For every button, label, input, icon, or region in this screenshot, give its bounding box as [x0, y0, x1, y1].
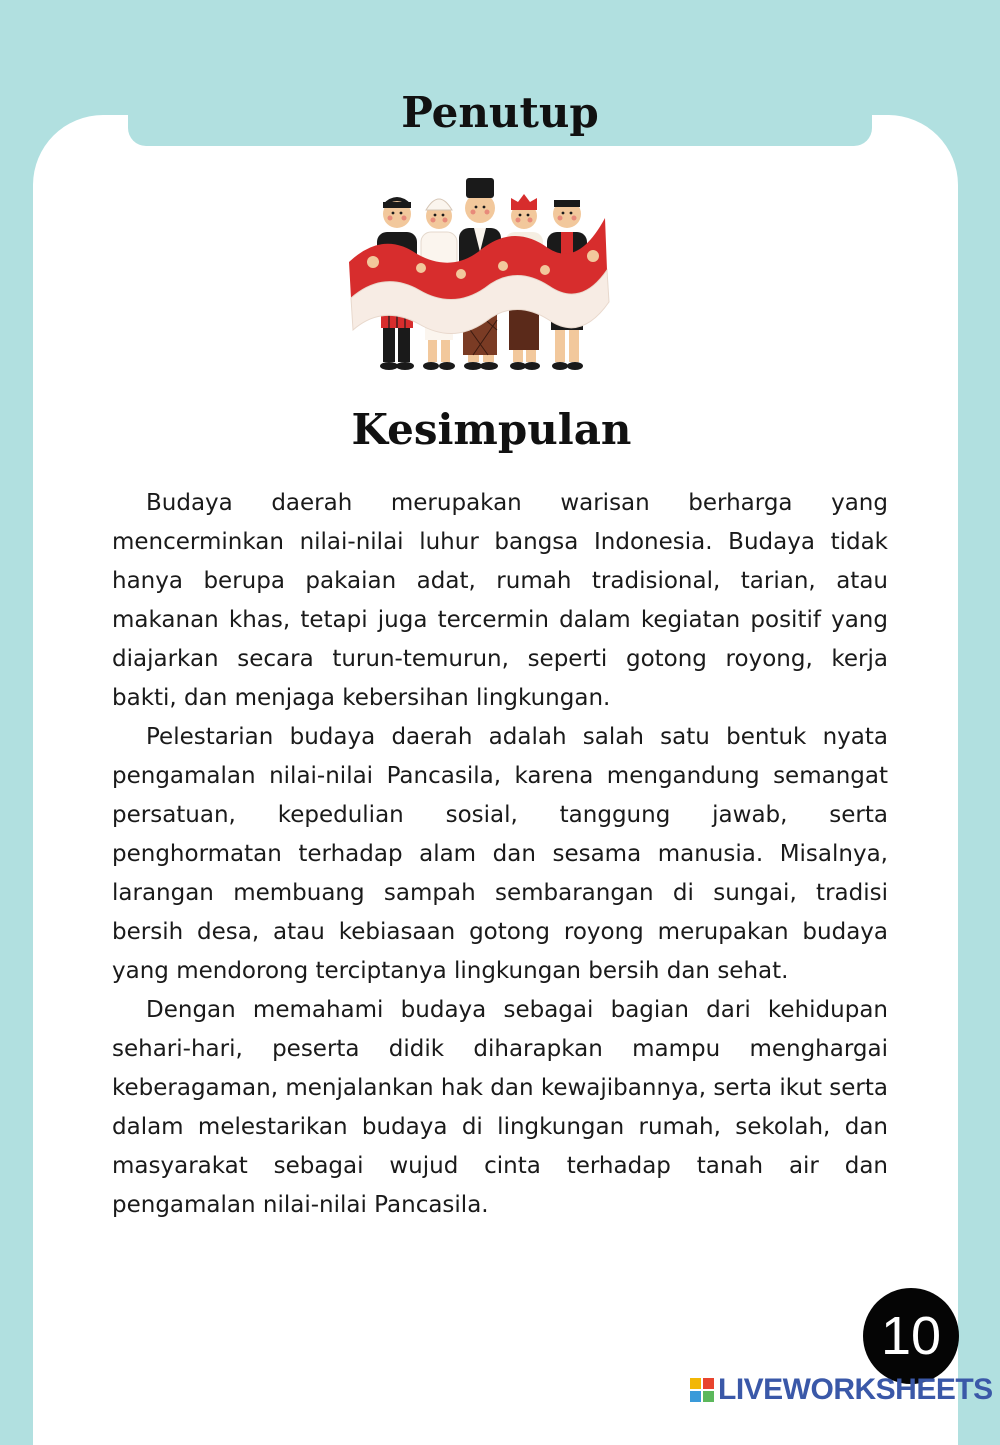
- liveworksheets-logo-icon: [690, 1378, 714, 1402]
- paragraph: Dengan memahami budaya sebagai bagian dari kehidupan sehari-hari, peserta didik diharapkan mampu menghargai keberagaman, menjalankan hak dan kewajibannya, serta ikut serta dalam melestarikan budaya di lingkungan rumah, sekolah, dan masyarakat sebagai wujud cinta terhadap tanah air dan pengamalan nilai-nilai Pancasila.: [112, 997, 888, 1218]
- feet: [380, 362, 583, 370]
- people-holding-flag-illustration: [343, 170, 613, 380]
- page-number: 10: [863, 1288, 959, 1384]
- section-title: Kesimpulan: [351, 405, 632, 454]
- liveworksheets-watermark: [690, 1373, 993, 1406]
- heads: [383, 193, 581, 229]
- conclusion-text: [112, 484, 888, 1225]
- paragraph: Budaya daerah merupakan warisan berharga yang mencerminkan nilai-nilai luhur bangsa Indonesia. Budaya tidak hanya berupa pakaian adat, rumah tradisional, tarian, atau makanan khas, tetapi juga tercermin dalam kegiatan positif yang diajarkan secara turun-temurun, seperti gotong royong, kerja bakti, dan menjaga kebersihan lingkungan.: [112, 490, 888, 711]
- page-title: Penutup: [401, 88, 599, 137]
- paragraph: Pelestarian budaya daerah adalah salah satu bentuk nyata pengamalan nilai-nilai Pancasila, karena mengandung semangat persatuan, kepedulian sosial, tanggung jawab, serta penghormatan terhadap alam dan sesama manusia. Misalnya, larangan membuang sampah sembarangan di sungai, tradisi bersih desa, atau kebiasaan gotong royong merupakan budaya yang mendorong terciptanya lingkungan bersih dan sehat.: [112, 724, 888, 984]
- watermark-text: LIVEWORKSHEETS: [718, 1373, 993, 1406]
